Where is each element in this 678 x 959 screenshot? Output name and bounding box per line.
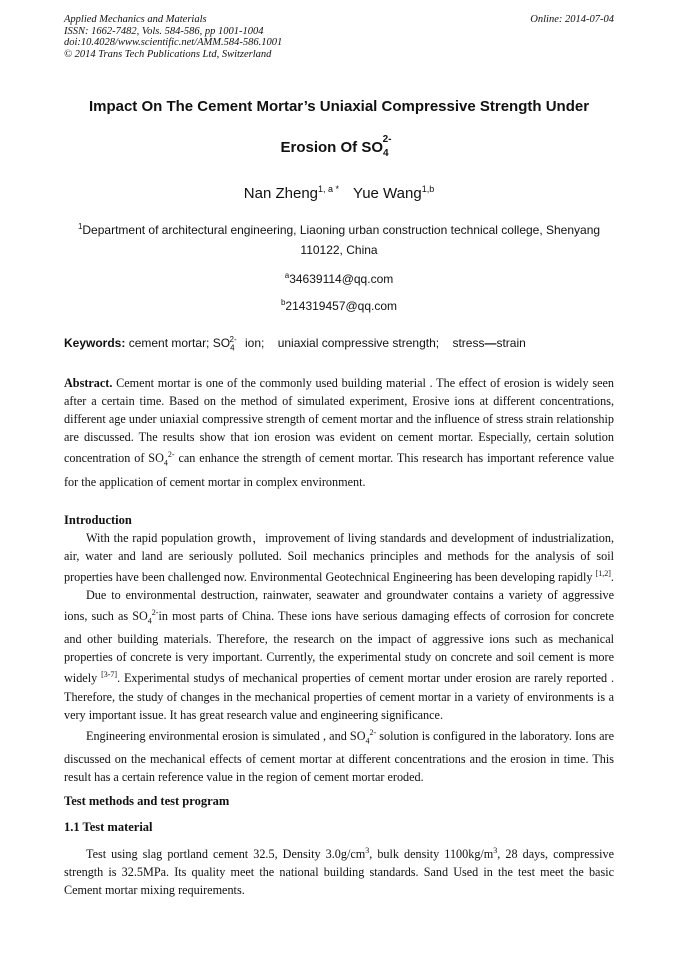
- abstract-label: Abstract.: [64, 376, 113, 391]
- section-heading-methods: Test methods and test program: [64, 794, 230, 809]
- author-sup: 1,b: [421, 184, 435, 194]
- email-b: $^b$214319457@qq.com: [280, 298, 398, 313]
- doi-line: doi:10.4028/www.scientific.net/AMM.584-586.1001: [64, 37, 283, 48]
- author-name: Nan Zheng: [243, 185, 318, 202]
- email-a: $^a$34639114@qq.com: [284, 271, 394, 286]
- title-line-1: Impact On The Cement Mortar’s Uniaxial Compressive Strength Under: [88, 98, 590, 115]
- methods-paragraph-1: Test using slag portland cement 32.5, Density $3.0g/cm^3$, bulk density $1100kg/m^3$, 28 days, compressive strength is 32.5MPa. Its quality meet the national building standards. Sand Used in the test meet the basic Cement mortar mixing requirements.: [64, 846, 614, 898]
- intro-paragraph-2: Due to environmental destruction, rainwater, seawater and groundwater contains a variety of aggressive ions, such as $SO_4^{2-}in$ most parts of China. These ions have serious damaging effects of corrosion for concrete and other building materials. Therefore, the research on the impact of aggressive ions such as mechanical properties of concrete is very important. Currently, the experimental study on concrete and soil cement is more widely [3-7]. Experimental studys of mechanical properties of cement mortar under erosion are rarely reported . Therefore, the study of changes in the mechanical properties of cement mortar in a variety of environments is a very important issue. It has great research value and engineering significance.: [64, 587, 615, 722]
- author-sup: 1, a *: [318, 184, 340, 194]
- journal-header: [64, 14, 614, 70]
- journal-name: Applied Mechanics and Materials: [64, 14, 207, 25]
- author-list: [64, 178, 614, 205]
- affiliation: $^1$Department of architectural engineering, Liaoning urban construction technical college, Shenyang 110122, China: [77, 222, 601, 257]
- author-name: Yue Wang: [353, 185, 422, 202]
- citation: [1,2]: [595, 568, 611, 578]
- intro-paragraph-3: Engineering environmental erosion is simulated , and $SO_4^{2-}$ solution is configured in the laboratory. Ions are discussed on the mechanical effects of cement mortar at different concentrations and the erosion in time. This result has a certain reference value in the region of cement mortar eroded.: [64, 727, 614, 785]
- online-date: Online: 2014-07-04: [530, 14, 614, 25]
- keywords-label: Keywords:: [64, 336, 126, 350]
- title-line-2: Erosion Of $SO_4^{2-}$: [280, 134, 392, 159]
- issn-line: ISSN: 1662-7482, Vols. 584-586, pp 1001-1004: [64, 25, 264, 37]
- citation: [3-7]: [101, 670, 118, 680]
- paper-title: [64, 88, 614, 172]
- abstract: Abstract. Cement mortar is one of the commonly used building material . The effect of erosion is widely seen after a certain time. Based on the method of simulated experiment, Erosive ions at different concentrations, different age under uniaxial compressive strength of cement mortar and the influence of stress strain relationship are discussed. The results show that ion erosion was evident on cement mortar. Especially, certain solution concentration of $SO_4^{2-}$ can enhance the strength of cement mortar. This research has important reference value for the application of cement mortar in complex environment.: [64, 376, 614, 489]
- subsection-heading-test-material: 1.1 Test material: [64, 820, 153, 835]
- keywords: Keywords: cement mortar; $SO_4^{2-}$ ion; uniaxial compressive strength; stress—strain: [64, 335, 526, 353]
- copyright-line: © 2014 Trans Tech Publications Ltd, Switzerland: [64, 48, 272, 60]
- header-left: [64, 14, 282, 60]
- intro-paragraph-1: With the rapid population growth，improvement of living standards and development of industrialization, air, water and land are seriously polluted. Soil mechanics principles and methods for the analysis of soil properties have been challenged now. Environmental Geotechnical Engineering has been developing rapidly [1,2].: [64, 530, 614, 584]
- paper-page: [64, 14, 614, 899]
- section-heading-introduction: Introduction: [64, 512, 132, 527]
